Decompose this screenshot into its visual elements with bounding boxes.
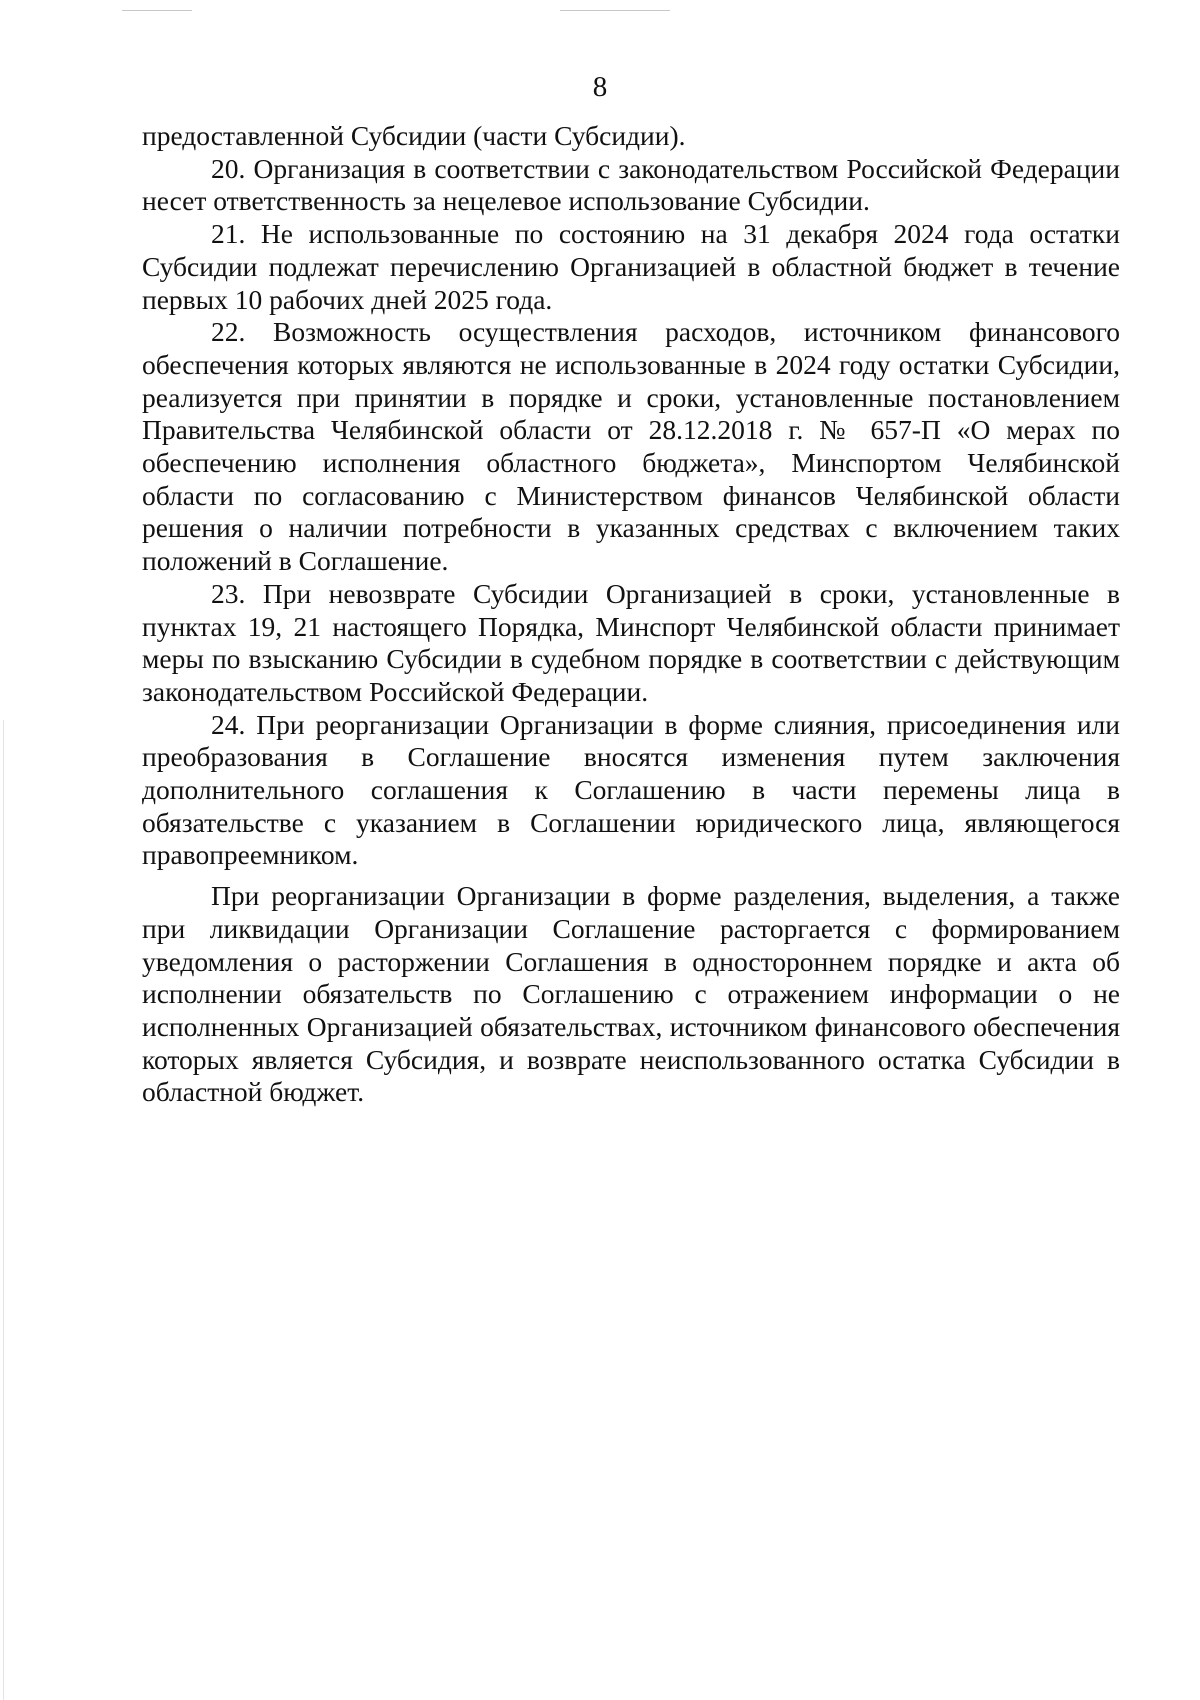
page-number: 8 xyxy=(592,71,608,103)
paragraph-continuation: предоставленной Субсидии (части Субсидии). xyxy=(142,120,686,151)
paragraph-23: 23. При невозврате Субсидии Организацией в сроки, установленные в пунктах 19, 21 настоящего Порядка, Минспорт Челябинской области принимает меры по взысканию Субсидии в судебном порядке в соответствии с действующим законодательством Российской Федерации. xyxy=(142,577,1120,707)
scan-edge-line xyxy=(3,720,4,1700)
scan-artifact xyxy=(122,10,192,11)
document-body xyxy=(142,120,1120,1109)
scan-artifact xyxy=(560,10,670,11)
paragraph-20: 20. Организация в соответствии с законодательством Российской Федерации несет ответственность за нецелевое использование Субсидии. xyxy=(142,152,1120,217)
paragraph-22: 22. Возможность осуществления расходов, источником финансового обеспечения которых являются не использованные в 2024 году остатки Субсидии, реализуется при принятии в порядке и сроки, установленные постановлением Правительства Челябинской области от 28.12.2018 г. № 657-П «О мерах по обеспечению исполнения областного бюджета», Минспортом Челябинской области по согласованию с Министерством финансов Челябинской области решения о наличии потребности в указанных средствах с включением таких положений в Соглашение. xyxy=(142,316,1120,577)
paragraph-21: 21. Не использованные по состоянию на 31 декабря 2024 года остатки Субсидии подлежат перечислению Организацией в областной бюджет в течение первых 10 рабочих дней 2025 года. xyxy=(142,218,1120,315)
paragraph-24: 24. При реорганизации Организации в форме слияния, присоединения или преобразования в Соглашение вносятся изменения путем заключения дополнительного соглашения к Соглашению в части перемены лица в обязательстве с указанием в Соглашении юридического лица, являющегося правопреемником. xyxy=(142,708,1120,871)
paragraph-24-continued: При реорганизации Организации в форме разделения, выделения, а также при ликвидации Организации Соглашение расторгается с формированием уведомления о расторжении Соглашения в одностороннем порядке и акта об исполнении обязательств по Соглашению с отражением информации о не исполненных Организацией обязательствах, источником финансового обеспечения которых является Субсидия, и возврате неиспользованного остатка Субсидии в областной бюджет. xyxy=(142,880,1120,1108)
